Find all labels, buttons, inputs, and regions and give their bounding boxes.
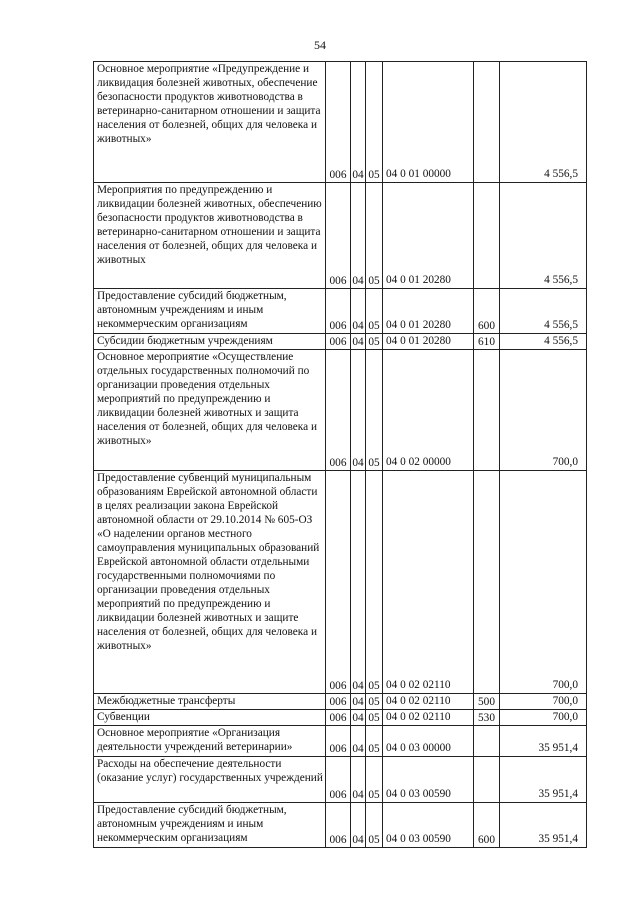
target-article: 04 0 03 00000 (383, 726, 474, 757)
expense-name: Межбюджетные трансферты (94, 694, 326, 710)
pr-code: 05 (366, 803, 383, 848)
pr-code: 05 (366, 350, 383, 471)
pr-code: 05 (366, 183, 383, 289)
amount: 4 556,5 (500, 183, 587, 289)
rz-code: 04 (351, 803, 366, 848)
table-row (94, 334, 587, 350)
gr-code: 006 (326, 726, 351, 757)
target-article: 04 0 02 02110 (383, 710, 474, 726)
table-row (94, 62, 587, 183)
amount: 700,0 (500, 694, 587, 710)
amount: 700,0 (500, 710, 587, 726)
pr-code: 05 (366, 710, 383, 726)
target-article: 04 0 01 20280 (383, 334, 474, 350)
gr-code: 006 (326, 350, 351, 471)
rz-code: 04 (351, 471, 366, 694)
amount: 700,0 (500, 350, 587, 471)
target-article: 04 0 01 20280 (383, 289, 474, 334)
table-row (94, 757, 587, 803)
gr-code: 006 (326, 471, 351, 694)
table-row (94, 710, 587, 726)
vr-code (474, 471, 500, 694)
amount: 4 556,5 (500, 334, 587, 350)
table-row (94, 726, 587, 757)
amount: 35 951,4 (500, 726, 587, 757)
gr-code: 006 (326, 334, 351, 350)
page-number: 54 (314, 38, 326, 52)
gr-code: 006 (326, 694, 351, 710)
table-row (94, 289, 587, 334)
vr-code (474, 350, 500, 471)
gr-code: 006 (326, 803, 351, 848)
rz-code: 04 (351, 289, 366, 334)
pr-code: 05 (366, 62, 383, 183)
table-row (94, 803, 587, 848)
gr-code: 006 (326, 183, 351, 289)
gr-code: 006 (326, 62, 351, 183)
vr-code: 610 (474, 334, 500, 350)
expense-name: Предоставление субсидий бюджетным, автономным учреждениям и иным некоммерческим организациям (94, 289, 326, 334)
target-article: 04 0 01 00000 (383, 62, 474, 183)
pr-code: 05 (366, 726, 383, 757)
vr-code (474, 183, 500, 289)
vr-code: 500 (474, 694, 500, 710)
target-article: 04 0 03 00590 (383, 803, 474, 848)
table-row (94, 694, 587, 710)
expense-name: Субвенции (94, 710, 326, 726)
expense-name: Основное мероприятие «Организация деятельности учреждений ветеринарии» (94, 726, 326, 757)
rz-code: 04 (351, 710, 366, 726)
pr-code: 05 (366, 334, 383, 350)
pr-code: 05 (366, 694, 383, 710)
amount: 35 951,4 (500, 803, 587, 848)
amount: 4 556,5 (500, 62, 587, 183)
rz-code: 04 (351, 334, 366, 350)
rz-code: 04 (351, 694, 366, 710)
expense-name: Основное мероприятие «Предупреждение и ликвидация болезней животных, обеспечение безопасности продуктов животноводства в ветеринарно-санитарном отношении и защита населения от болезней, общих для человека и животных» (94, 62, 326, 183)
target-article: 04 0 02 02110 (383, 471, 474, 694)
vr-code (474, 726, 500, 757)
target-article: 04 0 02 02110 (383, 694, 474, 710)
budget-table (93, 61, 587, 848)
gr-code: 006 (326, 710, 351, 726)
pr-code: 05 (366, 471, 383, 694)
vr-code: 600 (474, 289, 500, 334)
expense-name: Основное мероприятие «Осуществление отдельных государственных полномочий по организации проведения отдельных мероприятий по предупреждению и ликвидации болезней животных и защита населения от болезней, общих для человека и животных» (94, 350, 326, 471)
table-row (94, 471, 587, 694)
gr-code: 006 (326, 757, 351, 803)
rz-code: 04 (351, 726, 366, 757)
amount: 4 556,5 (500, 289, 587, 334)
rz-code: 04 (351, 62, 366, 183)
pr-code: 05 (366, 289, 383, 334)
target-article: 04 0 02 00000 (383, 350, 474, 471)
table-row (94, 350, 587, 471)
amount: 700,0 (500, 471, 587, 694)
expense-name: Предоставление субсидий бюджетным, автономным учреждениям и иным некоммерческим организациям (94, 803, 326, 848)
pr-code: 05 (366, 757, 383, 803)
vr-code: 530 (474, 710, 500, 726)
amount: 35 951,4 (500, 757, 587, 803)
vr-code: 600 (474, 803, 500, 848)
vr-code (474, 62, 500, 183)
rz-code: 04 (351, 757, 366, 803)
gr-code: 006 (326, 289, 351, 334)
vr-code (474, 757, 500, 803)
expense-name: Расходы на обеспечение деятельности (оказание услуг) государственных учреждений (94, 757, 326, 803)
expense-name: Мероприятия по предупреждению и ликвидации болезней животных, обеспечению безопасности продуктов животноводства в ветеринарно-санитарном отношении и защита населения от болезней, общих для человека и животных (94, 183, 326, 289)
table-row (94, 183, 587, 289)
expense-name: Предоставление субвенций муниципальным образованиям Еврейской автономной области в целях реализации закона Еврейской автономной области от 29.10.2014 № 605-ОЗ «О наделении органов местного самоуправления муниципальных образований Еврейской автономной области отдельными государственными полномочиями по организации проведения отдельных мероприятий по предупреждению и ликвидации болезней животных и защите населения от болезней, общих для человека и животных» (94, 471, 326, 694)
target-article: 04 0 03 00590 (383, 757, 474, 803)
rz-code: 04 (351, 183, 366, 289)
rz-code: 04 (351, 350, 366, 471)
target-article: 04 0 01 20280 (383, 183, 474, 289)
expense-name: Субсидии бюджетным учреждениям (94, 334, 326, 350)
